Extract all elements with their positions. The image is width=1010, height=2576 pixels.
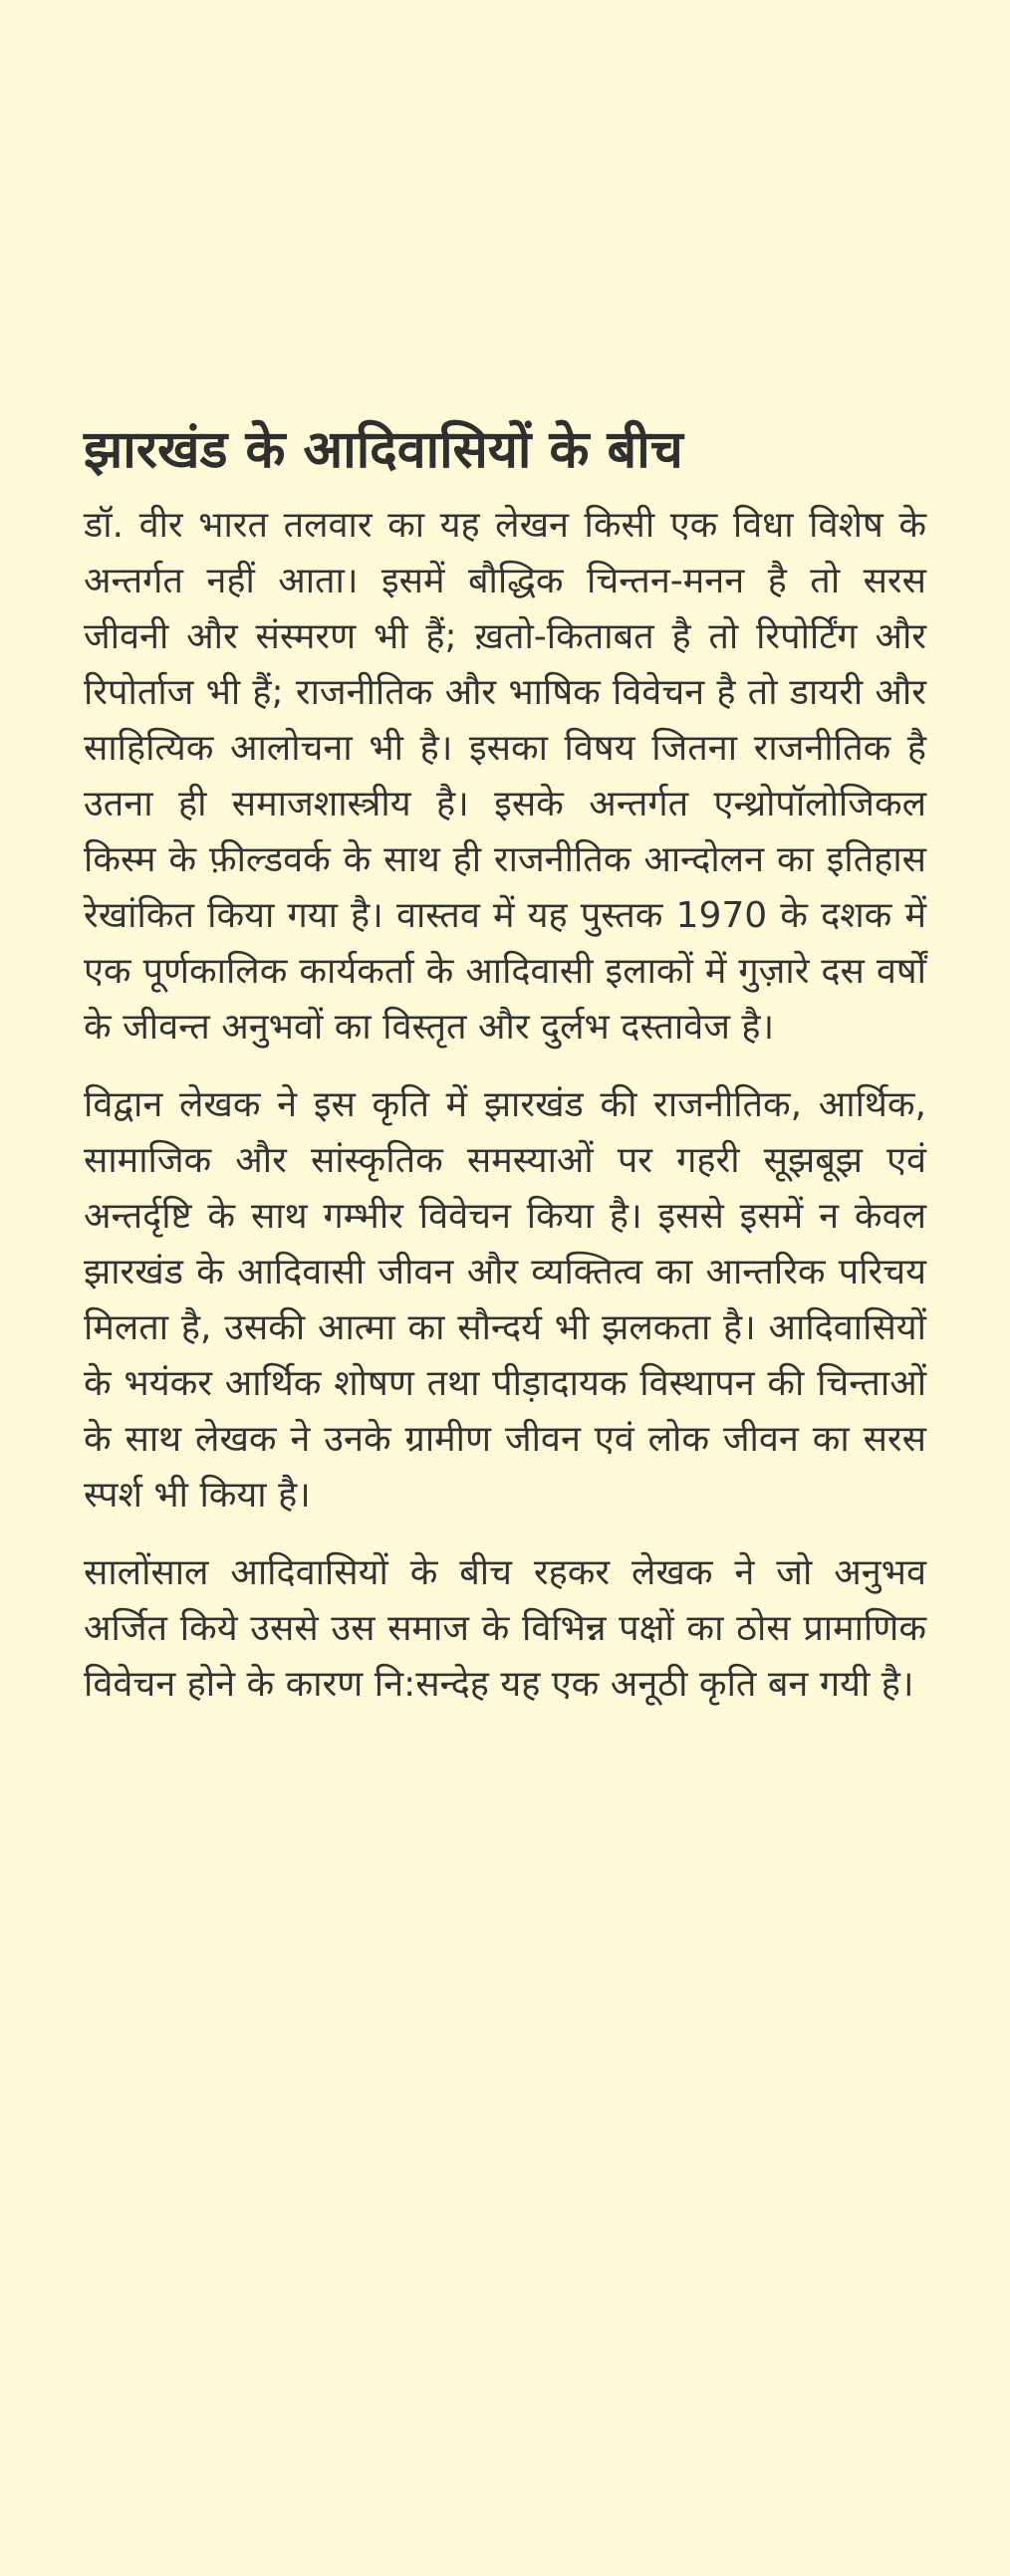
blurb-paragraph-2: विद्वान लेखक ने इस कृति में झारखंड की राजनीतिक, आर्थिक, सामाजिक और सांस्कृतिक समस्याओं पर गहरी सूझबूझ एवं अन्तर्दृष्टि के साथ गम्भीर विवेचन किया है। इससे इसमें न केवल झारखंड के आदिवासी जीवन और व्यक्तित्व का आन्तरिक परिचय मिलता है, उसकी आत्मा का सौन्दर्य भी झलकता है। आदिवासियों के भयंकर आर्थिक शोषण तथा पीड़ादायक विस्थापन की चिन्ताओं के साथ लेखक ने उनके ग्रामीण जीवन एवं लोक जीवन का सरस स्पर्श भी किया है। xyxy=(84,1084,926,1516)
blurb-paragraph-3: सालोंसाल आदिवासियों के बीच रहकर लेखक ने जो अनुभव अर्जित किये उससे उस समाज के विभिन्न पक्षों का ठोस प्रामाणिक विवेचन होने के कारण नि:सन्देह यह एक अनूठी कृति बन गयी है। xyxy=(84,1552,926,1705)
blurb-paragraph-1: डॉ. वीर भारत तलवार का यह लेखन किसी एक विधा विशेष के अन्तर्गत नहीं आता। इसमें बौद्धिक चिन्तन-मनन है तो सरस जीवनी और संस्मरण भी हैं; ख़तो-किताबत है तो रिपोर्टिंग और रिपोर्ताज भी हैं; राजनीतिक और भाषिक विवेचन है तो डायरी और साहित्यिक आलोचना भी है। इसका विषय जितना राजनीतिक है उतना ही समाजशास्त्रीय है। इसके अन्तर्गत एन्थ्रोपॉलोजिकल किस्म के फ़ील्डवर्क के साथ ही राजनीतिक आन्दोलन का इतिहास रेखांकित किया गया है। वास्तव में यह पुस्तक 1970 के दशक में एक पूर्णकालिक कार्यकर्ता के आदिवासी इलाकों में गुज़ारे दस वर्षों के जीवन्त अनुभवों का विस्तृत और दुर्लभ दस्तावेज है। xyxy=(84,505,926,1048)
book-title: झारखंड के आदिवासियों के बीच xyxy=(84,420,683,480)
